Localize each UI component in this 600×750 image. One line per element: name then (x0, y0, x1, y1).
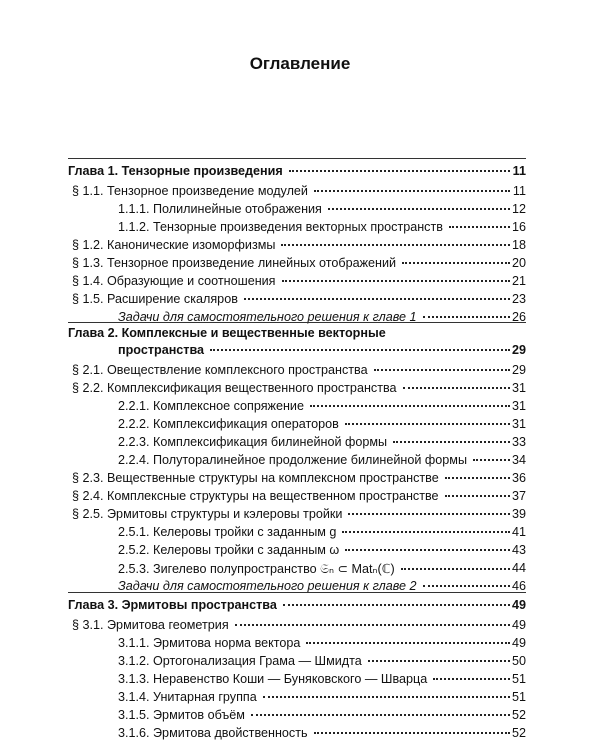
toc-label: 1.1.2. Тензорные произведения векторных пространств (118, 220, 443, 234)
toc-chapter-2-line1[interactable]: Глава 2. Комплексные и вещественные векторные (68, 326, 386, 340)
toc-subsection[interactable] (0, 654, 600, 673)
toc-label: Глава 1. Тензорные произведения (68, 164, 283, 178)
leader-dots (445, 495, 510, 497)
toc-label: 2.5.2. Келеровы тройки с заданным ω (118, 543, 340, 557)
toc-page: 18 (511, 238, 526, 252)
toc-section[interactable] (0, 489, 600, 508)
leader-dots (393, 441, 510, 443)
toc-label: § 1.4. Образующие и соотношения (72, 274, 276, 288)
toc-label: § 2.3. Вещественные структуры на комплексном пространстве (72, 471, 439, 485)
leader-dots (368, 660, 510, 662)
toc-label: пространства (118, 343, 205, 357)
toc-label: Глава 3. Эрмитовы пространства (68, 598, 277, 612)
toc-label: § 3.1. Эрмитова геометрия (72, 618, 229, 632)
toc-label: 2.2.4. Полуторалинейное продолжение билинейной формы (118, 453, 468, 467)
leader-dots (314, 190, 510, 192)
toc-page: 51 (511, 690, 526, 704)
toc-subsection[interactable] (0, 202, 600, 221)
toc-page: 11 (512, 184, 526, 198)
leader-dots (445, 477, 510, 479)
page-title: Оглавление (249, 54, 351, 73)
toc-page: 31 (511, 417, 526, 431)
toc-section[interactable] (0, 184, 600, 203)
toc-page: 50 (511, 654, 526, 668)
toc-label: § 2.5. Эрмитовы структуры и кэлеровы тройки (72, 507, 343, 521)
toc-label: 3.1.4. Унитарная группа (118, 690, 257, 704)
toc-section[interactable] (0, 238, 600, 257)
leader-dots (374, 369, 510, 371)
toc-subsection[interactable] (0, 453, 600, 472)
toc-page: 23 (511, 292, 526, 306)
toc-page: 52 (511, 708, 526, 722)
leader-dots (433, 678, 510, 680)
leader-dots (403, 387, 510, 389)
leader-dots (423, 585, 510, 587)
toc-label: § 2.1. Овеществление комплексного пространства (72, 363, 368, 377)
toc-label: Задачи для самостоятельного решения к главе 1 (118, 310, 417, 324)
toc-section[interactable] (0, 381, 600, 400)
toc-label: 3.1.5. Эрмитов объём (118, 708, 245, 722)
toc-label: § 1.2. Канонические изоморфизмы (72, 238, 276, 252)
toc-label: 2.2.1. Комплексное сопряжение (118, 399, 304, 413)
toc-section[interactable] (0, 256, 600, 275)
toc-page: 21 (511, 274, 526, 288)
leader-dots (473, 459, 510, 461)
toc-page: 49 (511, 598, 526, 612)
toc-label: 2.5.3. Зигелево полупространство 𝔖ₙ ⊂ Matₙ(ℂ) (118, 562, 395, 576)
toc-page: 37 (511, 489, 526, 503)
toc-label: 3.1.2. Ортогонализация Грама — Шмидта (118, 654, 362, 668)
chapter-divider (68, 592, 526, 593)
toc-page: 49 (511, 636, 526, 650)
toc-subsection[interactable] (0, 417, 600, 436)
toc-section[interactable] (0, 292, 600, 311)
leader-dots (314, 732, 510, 734)
toc-subsection[interactable] (0, 636, 600, 655)
toc-label: 2.5.1. Келеровы тройки с заданным g (118, 525, 337, 539)
toc-page: 16 (511, 220, 526, 234)
chapter-divider (68, 158, 526, 159)
toc-subsection[interactable] (0, 708, 600, 727)
toc-page: 43 (511, 543, 526, 557)
toc-exercises[interactable] (0, 579, 600, 598)
toc-chapter-2[interactable] (0, 343, 600, 362)
toc-page: 49 (511, 618, 526, 632)
leader-dots (210, 349, 510, 351)
leader-dots (328, 208, 510, 210)
toc-page: 33 (511, 435, 526, 449)
leader-dots (306, 642, 510, 644)
leader-dots (348, 513, 510, 515)
toc-label: 3.1.3. Неравенство Коши — Буняковского — Шварца (118, 672, 428, 686)
toc-subsection[interactable] (0, 543, 600, 562)
toc-page: 12 (511, 202, 526, 216)
leader-dots (423, 316, 510, 318)
leader-dots (282, 280, 510, 282)
toc-chapter-3[interactable] (0, 598, 600, 617)
leader-dots (345, 549, 510, 551)
leader-dots (345, 423, 510, 425)
toc-label: 2.2.2. Комплексификация операторов (118, 417, 339, 431)
toc-label: 3.1.6. Эрмитова двойственность (118, 726, 308, 740)
toc-page: 44 (511, 561, 526, 575)
leader-dots (263, 696, 510, 698)
toc-subsection[interactable] (0, 435, 600, 454)
toc-page: 31 (511, 381, 526, 395)
toc-subsection[interactable] (0, 672, 600, 691)
toc-page: 39 (511, 507, 526, 521)
toc-label: 1.1.1. Полилинейные отображения (118, 202, 322, 216)
toc-page: 20 (511, 256, 526, 270)
leader-dots (310, 405, 510, 407)
toc-label: § 1.5. Расширение скаляров (72, 292, 238, 306)
toc-page: 41 (511, 525, 526, 539)
toc-page: 31 (511, 399, 526, 413)
toc-chapter-1[interactable] (0, 164, 600, 183)
leader-dots (235, 624, 510, 626)
toc-subsection[interactable] (0, 525, 600, 544)
toc-label: § 2.4. Комплексные структуры на вещественном пространстве (72, 489, 439, 503)
toc-section[interactable] (0, 471, 600, 490)
toc-page: 11 (512, 164, 526, 178)
leader-dots (401, 568, 510, 570)
toc-subsection[interactable] (0, 220, 600, 239)
toc-page: 46 (511, 579, 526, 593)
leader-dots (402, 262, 510, 264)
toc-page: 34 (511, 453, 526, 467)
chapter-divider (68, 322, 526, 323)
toc-subsection[interactable] (0, 399, 600, 418)
toc-page: 51 (511, 672, 526, 686)
leader-dots (342, 531, 510, 533)
toc-page: 29 (511, 343, 526, 357)
toc-subsection[interactable] (0, 690, 600, 709)
toc-page: 36 (511, 471, 526, 485)
toc-label: 3.1.1. Эрмитова норма вектора (118, 636, 301, 650)
toc-page: 52 (511, 726, 526, 740)
leader-dots (283, 604, 510, 606)
toc-subsection[interactable] (0, 726, 600, 745)
leader-dots (449, 226, 510, 228)
toc-subsection[interactable] (0, 561, 600, 580)
toc-section[interactable] (0, 363, 600, 382)
toc-label: 2.2.3. Комплексификация билинейной формы (118, 435, 388, 449)
toc-section[interactable] (0, 618, 600, 637)
toc-label: § 1.3. Тензорное произведение линейных отображений (72, 256, 397, 270)
toc-label: § 2.2. Комплексификация вещественного пространства (72, 381, 397, 395)
toc-section[interactable] (0, 507, 600, 526)
toc-label: Задачи для самостоятельного решения к главе 2 (118, 579, 417, 593)
leader-dots (251, 714, 510, 716)
toc-section[interactable] (0, 274, 600, 293)
leader-dots (244, 298, 510, 300)
toc-label: § 1.1. Тензорное произведение модулей (72, 184, 308, 198)
toc-page: 26 (511, 310, 526, 324)
leader-dots (281, 244, 510, 246)
leader-dots (289, 170, 510, 172)
toc-page: 29 (511, 363, 526, 377)
